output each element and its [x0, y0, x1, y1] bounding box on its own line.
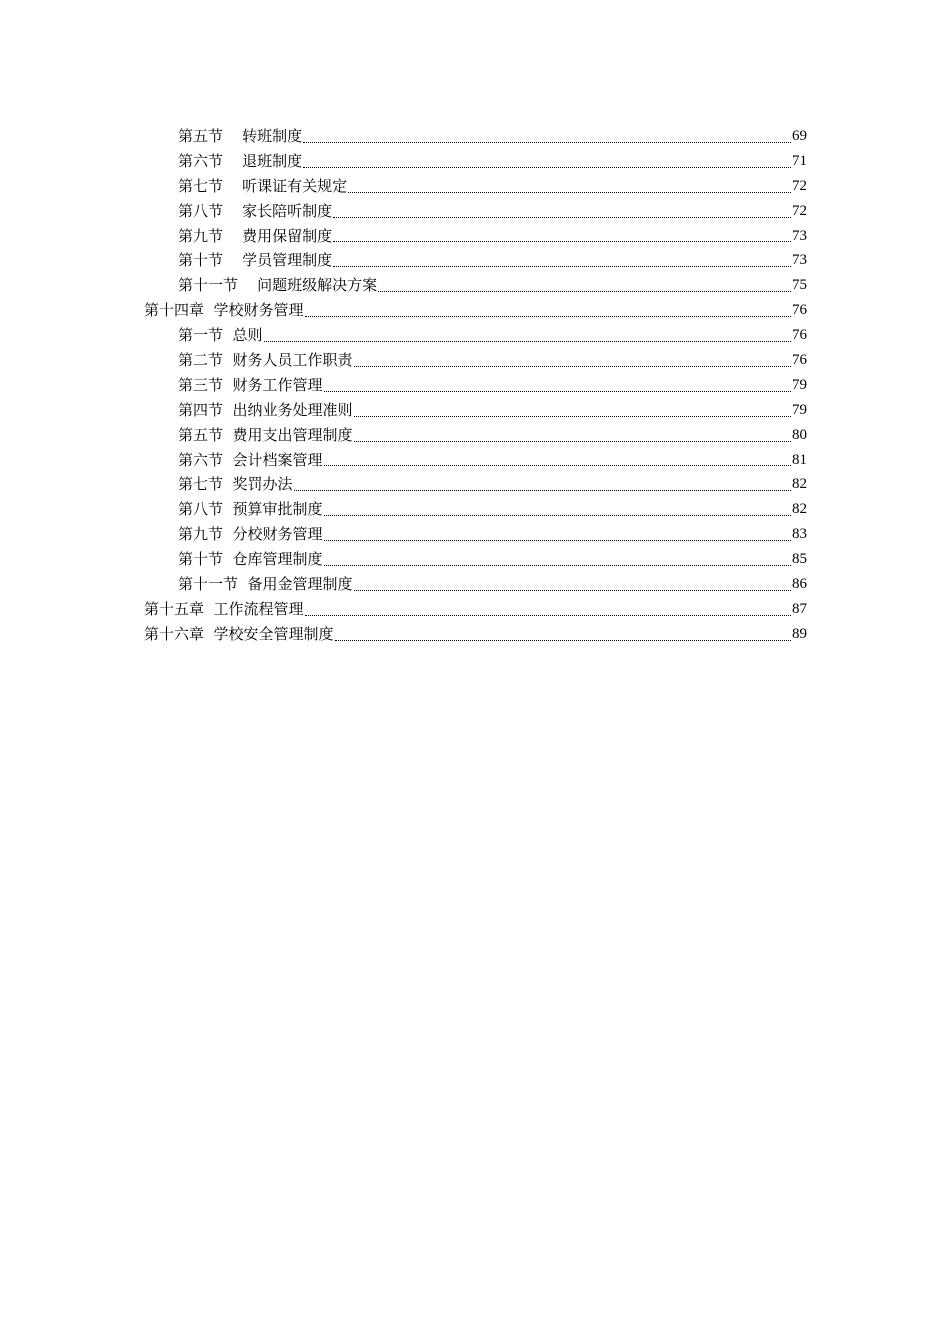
toc-entry-label: 第十节 仓库管理制度	[178, 550, 323, 569]
toc-entry-label: 第十一节 问题班级解决方案	[178, 276, 378, 295]
toc-entry-section-11-petty-cash[interactable]	[144, 572, 807, 597]
toc-entry-label: 第三节 财务工作管理	[178, 375, 323, 394]
toc-entry-page-number: 73	[792, 252, 807, 269]
dot-leader	[333, 266, 791, 267]
toc-entry-page-number: 81	[792, 451, 807, 468]
toc-entry-label: 第九节 分校财务管理	[178, 525, 323, 544]
dot-leader	[324, 465, 791, 466]
toc-entry-page-number: 76	[792, 352, 807, 368]
toc-entry-label: 第二节 财务人员工作职责	[178, 351, 353, 369]
toc-entry-page-number: 87	[792, 600, 807, 617]
dot-leader	[333, 217, 791, 218]
toc-entry-label: 第十四章 学校财务管理	[144, 301, 304, 320]
dot-leader	[324, 391, 791, 392]
toc-entry-chapter-15-workflow[interactable]	[144, 597, 807, 622]
dot-leader	[333, 241, 791, 242]
dot-leader	[378, 291, 791, 292]
toc-entry-label: 第七节 奖罚办法	[178, 475, 293, 494]
dot-leader	[354, 590, 791, 591]
toc-entry-label: 第十六章 学校安全管理制度	[144, 624, 334, 643]
toc-entry-section-9-branch-finance[interactable]	[144, 522, 807, 547]
toc-entry-section-9-fee-retention[interactable]	[144, 224, 807, 249]
dot-leader	[324, 540, 791, 541]
toc-entry-section-10-student-management[interactable]	[144, 248, 807, 273]
dot-leader	[324, 515, 791, 516]
toc-entry-label: 第一节 总则	[178, 326, 263, 345]
toc-entry-page-number: 76	[792, 327, 807, 344]
dot-leader	[305, 316, 791, 317]
toc-entry-page-number: 83	[792, 526, 807, 543]
dot-leader	[348, 192, 791, 193]
toc-entry-page-number: 80	[792, 426, 807, 443]
toc-entry-label: 第四节 出纳业务处理准则	[178, 400, 353, 419]
toc-entry-label: 第六节 退班制度	[178, 151, 303, 170]
toc-entry-label: 第六节 会计档案管理	[178, 450, 323, 469]
toc-entry-page-number: 72	[792, 177, 807, 194]
toc-entry-section-8-budget-approval[interactable]	[144, 497, 807, 522]
toc-entry-page-number: 72	[792, 202, 807, 219]
toc-entry-page-number: 89	[792, 625, 807, 642]
toc-entry-section-8-parent-auditing[interactable]	[144, 199, 807, 224]
toc-entry-page-number: 75	[792, 277, 807, 294]
toc-entry-page-number: 82	[792, 476, 807, 493]
toc-entry-page-number: 82	[792, 501, 807, 518]
toc-entry-section-4-cashier[interactable]	[144, 398, 807, 423]
toc-entry-section-6-withdrawal[interactable]	[144, 149, 807, 174]
toc-entry-label: 第十一节 备用金管理制度	[178, 575, 353, 594]
toc-entry-page-number: 79	[792, 376, 807, 393]
toc-entry-section-1-general[interactable]	[144, 323, 807, 348]
dot-leader	[303, 142, 791, 143]
toc-entry-label: 第九节 费用保留制度	[178, 226, 333, 245]
toc-entry-page-number: 71	[792, 152, 807, 169]
toc-entry-section-3-finance-work[interactable]	[144, 373, 807, 398]
toc-entry-page-number: 79	[792, 401, 807, 418]
dot-leader	[305, 615, 791, 616]
toc-entry-section-5-class-transfer[interactable]	[144, 124, 807, 149]
toc-entry-label: 第五节 费用支出管理制度	[178, 425, 353, 444]
dot-leader	[335, 640, 791, 641]
toc-entry-page-number: 85	[792, 551, 807, 568]
toc-entry-label: 第五节 转班制度	[178, 126, 303, 145]
toc-entry-section-6-accounting-archives[interactable]	[144, 448, 807, 473]
toc-entry-section-7-rewards-penalties[interactable]	[144, 472, 807, 497]
toc-entry-page-number: 86	[792, 576, 807, 593]
toc-entry-label: 第七节 听课证有关规定	[178, 176, 348, 195]
toc-entry-page-number: 69	[792, 127, 807, 144]
dot-leader	[303, 167, 791, 168]
toc-entry-page-number: 73	[792, 227, 807, 244]
dot-leader	[324, 565, 791, 566]
table-of-contents	[144, 124, 807, 647]
dot-leader	[264, 341, 791, 342]
dot-leader	[294, 490, 791, 491]
toc-entry-section-2-finance-staff-duties[interactable]	[144, 348, 807, 373]
toc-entry-page-number: 76	[792, 302, 807, 319]
toc-entry-chapter-16-safety[interactable]	[144, 622, 807, 647]
toc-entry-section-11-problem-class[interactable]	[144, 273, 807, 298]
toc-entry-label: 第十节 学员管理制度	[178, 251, 333, 270]
toc-entry-section-5-expenses[interactable]	[144, 423, 807, 448]
toc-entry-label: 第十五章 工作流程管理	[144, 599, 304, 618]
dot-leader	[354, 416, 791, 417]
toc-entry-label: 第八节 预算审批制度	[178, 500, 323, 519]
toc-entry-chapter-14-finance[interactable]	[144, 298, 807, 323]
dot-leader	[354, 366, 791, 367]
toc-entry-section-10-warehouse[interactable]	[144, 547, 807, 572]
toc-entry-section-7-attendance-card[interactable]	[144, 174, 807, 199]
dot-leader	[354, 441, 791, 442]
toc-entry-label: 第八节 家长陪听制度	[178, 201, 333, 220]
